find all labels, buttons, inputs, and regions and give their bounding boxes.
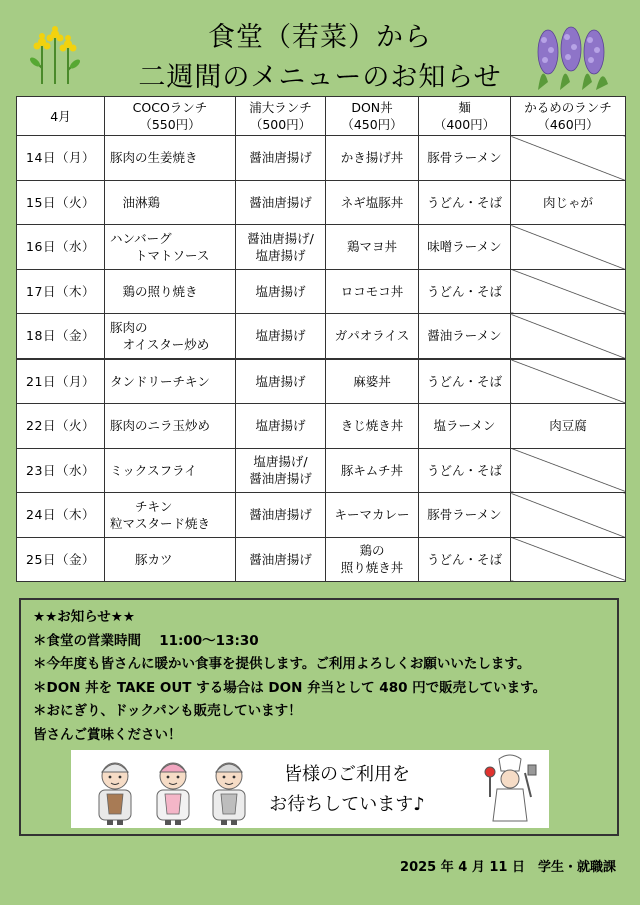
- uradai-cell: 醤油唐揚げ/ 塩唐揚げ: [236, 225, 326, 270]
- notice-line: ＊おにぎり、ドックパンも販売しています！: [33, 703, 302, 719]
- karume-cell-empty: [511, 136, 626, 181]
- don-cell: 麻婆丼: [326, 359, 419, 404]
- don-cell: ロコモコ丼: [326, 269, 419, 314]
- karume-cell-empty: [511, 269, 626, 314]
- date-cell: 24日（木）: [17, 493, 105, 538]
- noodle-cell: うどん・そば: [419, 180, 511, 225]
- staff-illustration-icon: [151, 754, 195, 826]
- notice-heading: ★★お知らせ★★: [33, 609, 136, 625]
- menu-header-row: [17, 97, 626, 136]
- noodle-cell: うどん・そば: [419, 269, 511, 314]
- karume-cell: 肉豆腐: [511, 404, 626, 449]
- coco-cell: 豚カツ: [105, 537, 236, 582]
- notice-panel: [19, 598, 619, 836]
- date-cell: 25日（金）: [17, 537, 105, 582]
- issue-date-footer: 2025 年 4 月 11 日 学生・就職課: [400, 860, 616, 875]
- date-cell: 17日（木）: [17, 269, 105, 314]
- coco-cell: 豚肉の オイスター炒め: [105, 314, 236, 359]
- welcome-message-line-2: お待ちしています♪: [269, 794, 425, 815]
- karume-cell-empty: [511, 448, 626, 493]
- date-cell: 18日（金）: [17, 314, 105, 359]
- date-cell: 21日（月）: [17, 359, 105, 404]
- coco-cell: 鶏の照り焼き: [105, 269, 236, 314]
- coco-cell: 油淋鶏: [105, 180, 236, 225]
- coco-cell: ハンバーグ トマトソース: [105, 225, 236, 270]
- coco-cell: 豚肉の生姜焼き: [105, 136, 236, 181]
- header-noodle: 麺 （400円）: [419, 97, 511, 136]
- uradai-cell: 塩唐揚げ: [236, 404, 326, 449]
- karume-cell-empty: [511, 493, 626, 538]
- noodle-cell: 豚骨ラーメン: [419, 493, 511, 538]
- don-cell: 鶏マヨ丼: [326, 225, 419, 270]
- title-line-2: 二週間のメニューのお知らせ: [138, 62, 502, 93]
- table-row: [17, 493, 626, 538]
- date-cell: 23日（水）: [17, 448, 105, 493]
- header-coco-lunch: COCOランチ （550円）: [105, 97, 236, 136]
- noodle-cell: 醤油ラーメン: [419, 314, 511, 359]
- noodle-cell: うどん・そば: [419, 448, 511, 493]
- staff-illustration-icon: [93, 754, 137, 826]
- date-cell: 16日（水）: [17, 225, 105, 270]
- uradai-cell: 塩唐揚げ: [236, 314, 326, 359]
- chef-illustration-icon: [479, 753, 541, 825]
- don-cell: かき揚げ丼: [326, 136, 419, 181]
- uradai-cell: 塩唐揚げ/ 醤油唐揚げ: [236, 448, 326, 493]
- header-don: DON丼 （450円）: [326, 97, 419, 136]
- date-cell: 15日（火）: [17, 180, 105, 225]
- noodle-cell: うどん・そば: [419, 359, 511, 404]
- welcome-message-line-1: 皆様のご利用を: [284, 764, 410, 785]
- welcome-message: [247, 760, 447, 820]
- noodle-cell: うどん・そば: [419, 537, 511, 582]
- karume-cell-empty: [511, 359, 626, 404]
- notice-line: ＊DON 丼を TAKE OUT する場合は DON 弁当として 480 円で販売しています。: [33, 679, 547, 696]
- noodle-cell: 塩ラーメン: [419, 404, 511, 449]
- table-row: [17, 225, 626, 270]
- hyacinth-flower-icon: [530, 22, 612, 92]
- don-cell: ガパオライス: [326, 314, 419, 359]
- don-cell: 鶏の 照り焼き丼: [326, 537, 419, 582]
- coco-cell: ミックスフライ: [105, 448, 236, 493]
- notice-line: ＊今年度も皆さんに暖かい食事を提供します。ご利用よろしくお願いいたします。: [33, 656, 531, 672]
- header-uradai-lunch: 浦大ランチ （500円）: [236, 97, 326, 136]
- table-row: [17, 404, 626, 449]
- karume-cell-empty: [511, 225, 626, 270]
- table-row: [17, 314, 626, 359]
- uradai-cell: 塩唐揚げ: [236, 269, 326, 314]
- header-karume-lunch: かるめのランチ （460円）: [511, 97, 626, 136]
- staff-illustration-icon: [207, 754, 251, 826]
- karume-cell-empty: [511, 537, 626, 582]
- notice-line: 皆さんご賞味ください！: [33, 726, 182, 743]
- table-row: [17, 180, 626, 225]
- menu-table: [16, 96, 626, 582]
- header-month: 4月: [17, 97, 105, 136]
- karume-cell-empty: [511, 314, 626, 359]
- don-cell: きじ焼き丼: [326, 404, 419, 449]
- noodle-cell: 豚骨ラーメン: [419, 136, 511, 181]
- don-cell: キーマカレー: [326, 493, 419, 538]
- table-row: [17, 269, 626, 314]
- title-line-1: 食堂（若菜）から: [208, 22, 432, 53]
- notice-text: [33, 606, 546, 747]
- notice-line: ＊食堂の営業時間 11:00～13:30: [33, 632, 259, 649]
- welcome-banner: [71, 750, 549, 828]
- table-row: [17, 448, 626, 493]
- uradai-cell: 醤油唐揚げ: [236, 537, 326, 582]
- don-cell: ネギ塩豚丼: [326, 180, 419, 225]
- table-row: [17, 136, 626, 181]
- don-cell: 豚キムチ丼: [326, 448, 419, 493]
- date-cell: 22日（火）: [17, 404, 105, 449]
- table-row: [17, 537, 626, 582]
- coco-cell: チキン 粒マスタード焼き: [105, 493, 236, 538]
- coco-cell: タンドリーチキン: [105, 359, 236, 404]
- noodle-cell: 味噌ラーメン: [419, 225, 511, 270]
- rapeseed-flower-icon: [24, 24, 86, 86]
- date-cell: 14日（月）: [17, 136, 105, 181]
- uradai-cell: 醤油唐揚げ: [236, 136, 326, 181]
- table-row: [17, 359, 626, 404]
- karume-cell: 肉じゃが: [511, 180, 626, 225]
- uradai-cell: 醤油唐揚げ: [236, 180, 326, 225]
- uradai-cell: 塩唐揚げ: [236, 359, 326, 404]
- uradai-cell: 醤油唐揚げ: [236, 493, 326, 538]
- coco-cell: 豚肉のニラ玉炒め: [105, 404, 236, 449]
